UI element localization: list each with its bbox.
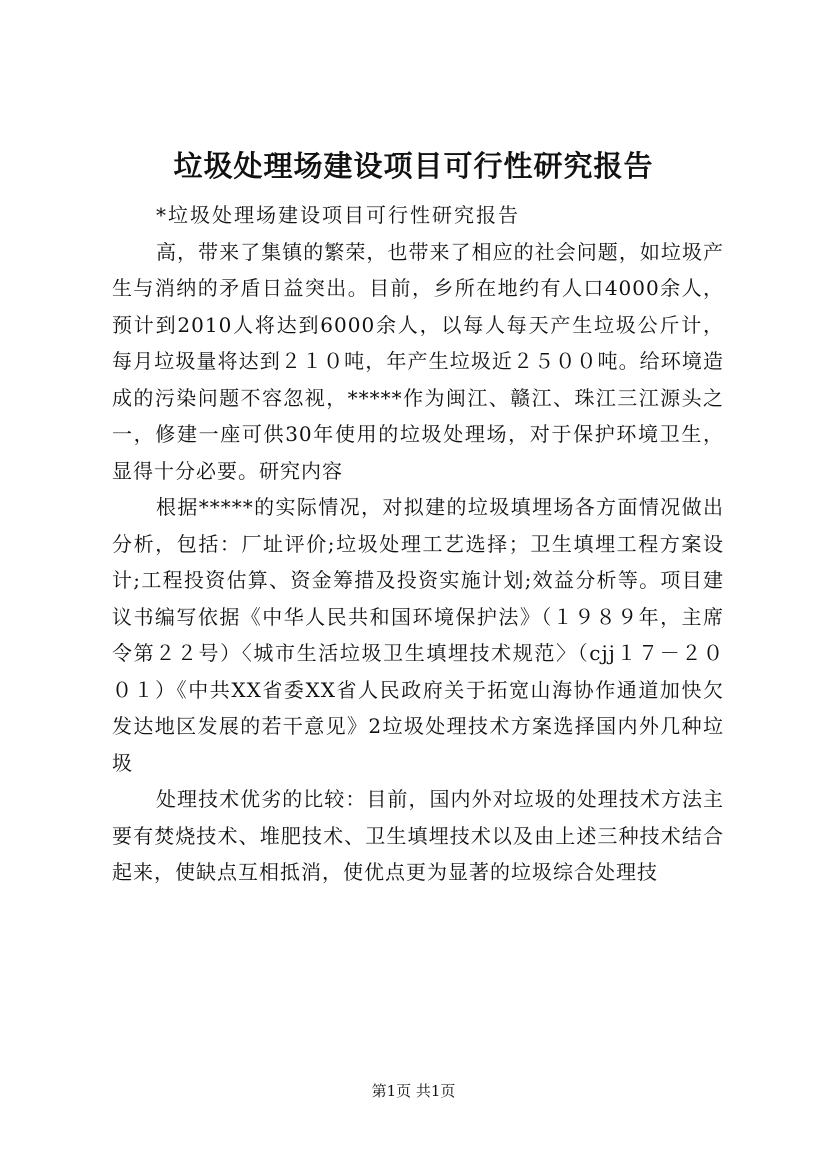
document-body [112, 197, 724, 891]
page-footer: 第1页 共1页 [371, 1082, 456, 1100]
paragraph-2: 根据*****的实际情况，对拟建的垃圾填埋场各方面情况做出分析，包括：厂址评价;垃圾处理工艺选择；卫生填埋工程方案设计;工程投资估算、资金筹措及投资实施计划;效益分析等。项目建议书编写依据《中华人民共和国环境保护法》（１９８９年，主席令第２２号）〈城市生活垃圾卫生填埋技术规范〉（cjj１７－２００１）《中共XX省委XX省人民政府关于拓宽山海协作通道加快欠发达地区发展的若干意见》2垃圾处理技术方案选择国内外几种垃圾 [112, 495, 724, 775]
paragraph-1: 高，带来了集镇的繁荣，也带来了相应的社会问题，如垃圾产生与消纳的矛盾日益突出。目前，乡所在地约有人口4000余人，预计到2010人将达到6000余人，以每人每天产生垃圾公斤计，每月垃圾量将达到２１０吨，年产生垃圾近２５００吨。给环境造成的污染问题不容忽视，*****作为闽江、赣江、珠江三江源头之一，修建一座可供30年使用的垃圾处理场，对于保护环境卫生，显得十分必要。研究内容 [112, 239, 724, 483]
document-subtitle: *垃圾处理场建设项目可行性研究报告 [156, 203, 520, 227]
document-title: 垃圾处理场建设项目可行性研究报告 [173, 149, 654, 183]
paragraph-3: 处理技术优劣的比较：目前，国内外对垃圾的处理技术方法主要有焚烧技术、堆肥技术、卫生填埋技术以及由上述三种技术结合起来，使缺点互相抵消，使优点更为显著的垃圾综合处理技 [112, 787, 724, 884]
